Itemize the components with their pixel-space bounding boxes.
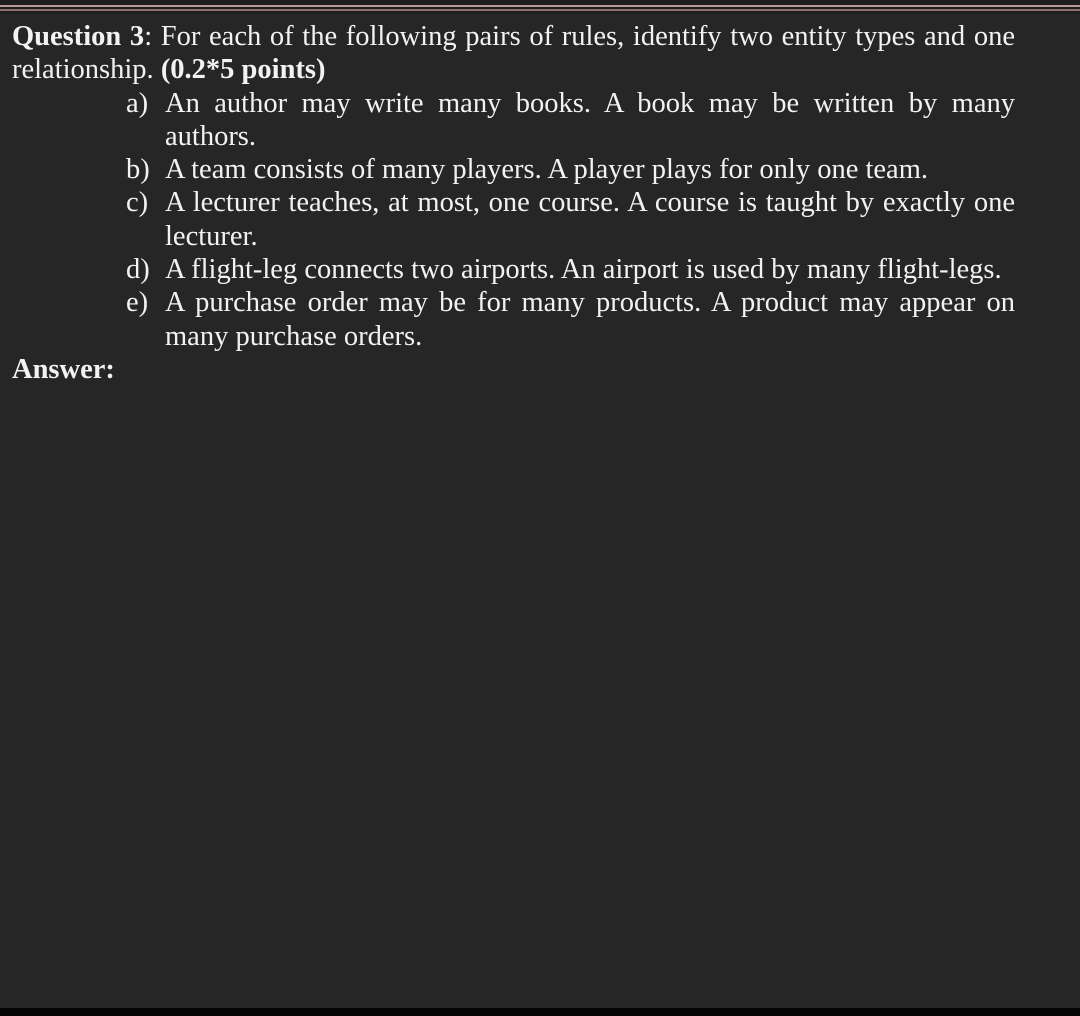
question-text: : For each of the following pairs of rules, identify two entity types and one relationship. [12,21,1015,86]
question-points: (0.2*5 points) [160,54,326,86]
list-item-marker: e) [126,287,149,319]
list-item [126,153,1015,186]
list-item-text: A team consists of many players. A player plays for only one team. [165,154,929,186]
question-label: Question 3 [12,21,145,52]
list-item [126,87,1015,154]
rule-pairs-list [12,87,1015,353]
list-item [126,286,1015,353]
list-item-marker: a) [126,87,149,119]
top-rule-line-lower [0,9,1080,11]
top-border-rule [0,0,1080,14]
list-item-marker: b) [126,154,150,186]
list-item [126,253,1015,286]
list-item-text: A purchase order may be for many products. A product may appear on many purchase orders. [165,287,1015,352]
document-body [12,20,1015,386]
list-item-marker: c) [126,187,149,219]
bottom-edge-bar [0,1008,1080,1016]
top-rule-line [0,5,1080,7]
list-item [126,186,1015,253]
list-item-text: A lecturer teaches, at most, one course. A course is taught by exactly one lecturer. [165,187,1015,252]
list-item-text: An author may write many books. A book may be written by many authors. [165,87,1015,152]
list-item-marker: d) [126,254,150,286]
answer-label: Answer: [12,353,115,385]
list-item-text: A flight-leg connects two airports. An airport is used by many flight-legs. [165,254,1002,286]
question-paragraph [12,20,1015,87]
